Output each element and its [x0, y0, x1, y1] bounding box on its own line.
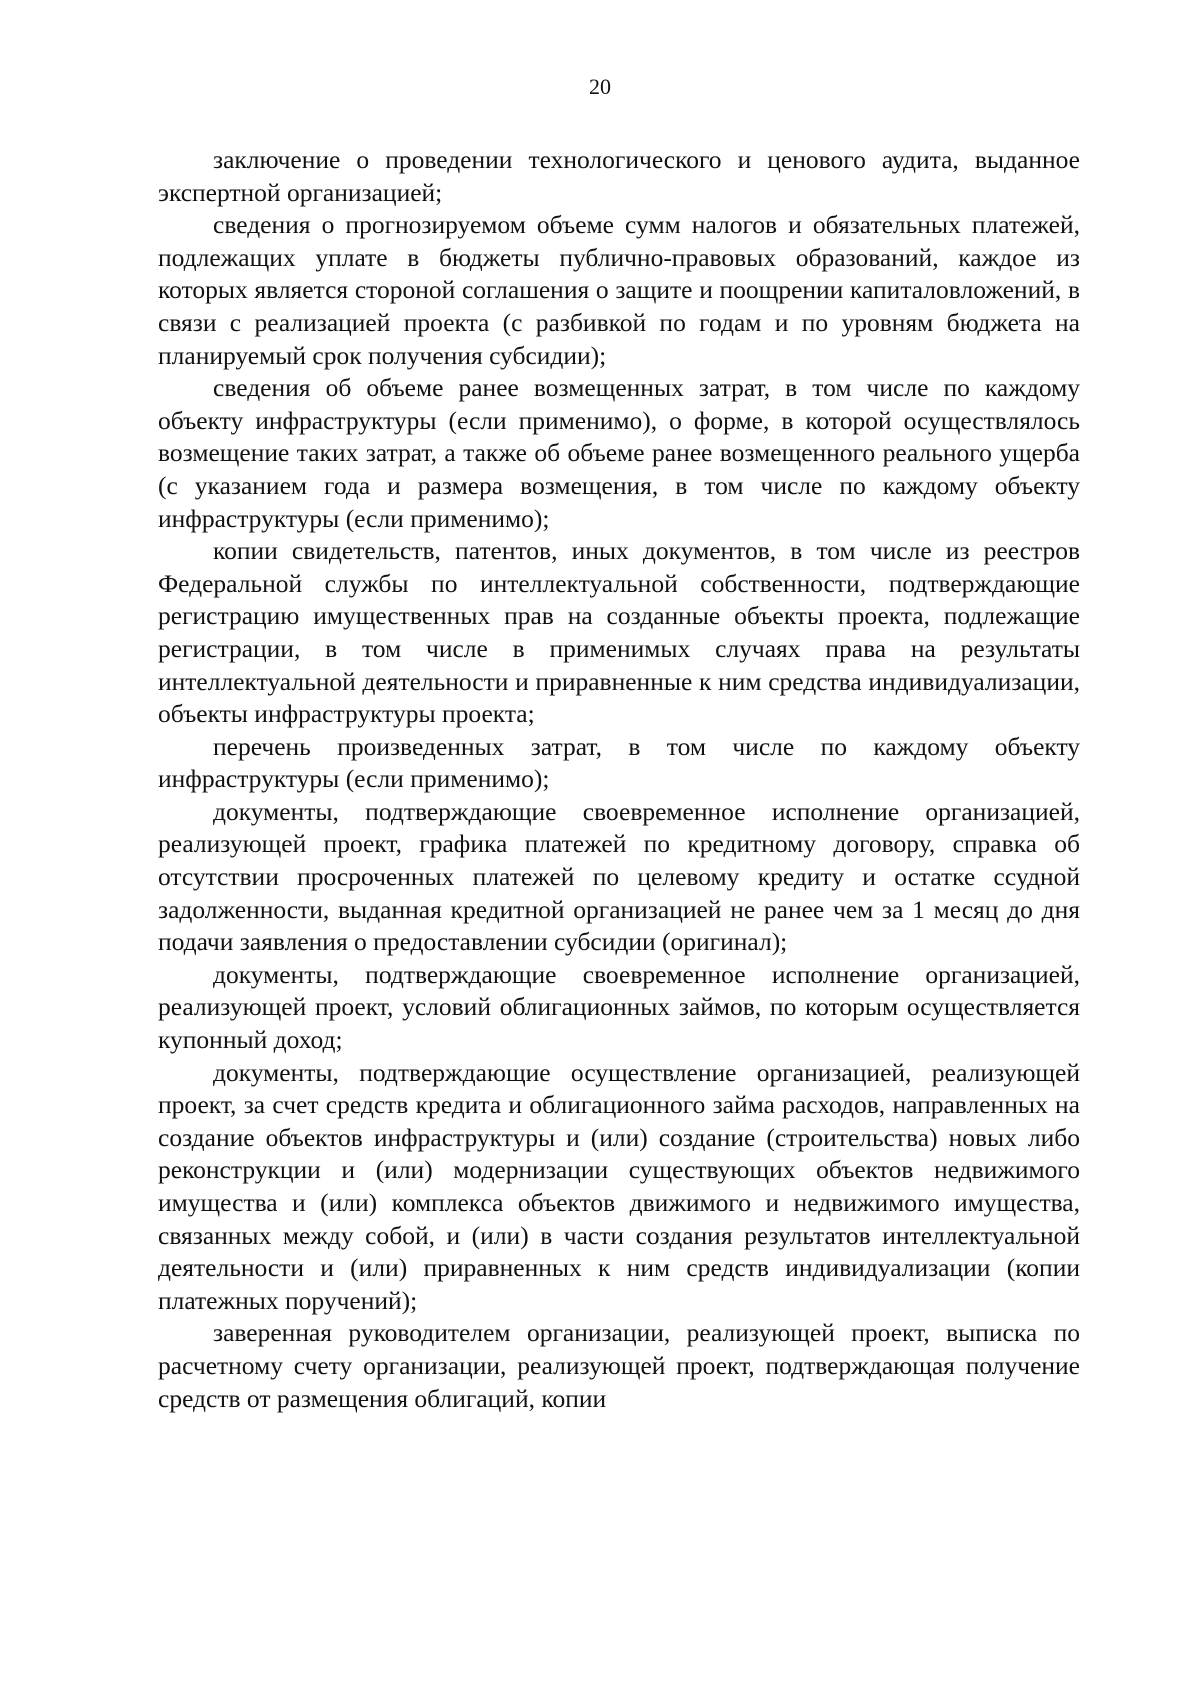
paragraph-tax-forecast: сведения о прогнозируемом объеме сумм налогов и обязательных платежей, подлежащих уплате в бюджеты публично-правовых образований, каждое из которых является стороной соглашения о защите и поощрении капиталовложений, в связи с реализацией проекта (с разбивкой по годам и по уровням бюджета на планируемый срок получения субсидии); — [158, 210, 1080, 370]
paragraph-ip-certificates: копии свидетельств, патентов, иных документов, в том числе из реестров Федеральной службы по интеллектуальной собственности, подтверждающие регистрацию имущественных прав на созданные объекты проекта, подлежащие регистрации, в том числе в применимых случаях права на результаты интеллектуальной деятельности и приравненные к ним средства индивидуализации, объекты инфраструктуры проекта; — [158, 536, 1080, 729]
document-body — [158, 144, 1080, 1415]
paragraph-audit-conclusion: заключение о проведении технологического и ценового аудита, выданное экспертной организацией; — [158, 145, 1080, 207]
paragraph-expense-docs: документы, подтверждающие осуществление организацией, реализующей проект, за счет средств кредита и облигационного займа расходов, направленных на создание объектов инфраструктуры и (или) создание (строительства) новых либо реконструкции и (или) модернизации существующих объектов недвижимого имущества и (или) комплекса объектов движимого и недвижимого имущества, связанных между собой, и (или) в части создания результатов интеллектуальной деятельности и (или) приравненных к ним средств индивидуализации (копии платежных поручений); — [158, 1057, 1080, 1315]
paragraph-bond-docs: документы, подтверждающие своевременное исполнение организацией, реализующей проект, условий облигационных займов, по которым осуществляется купонный доход; — [158, 959, 1080, 1055]
page-number: 20 — [589, 74, 611, 99]
paragraph-costs-list: перечень произведенных затрат, в том числе по каждому объекту инфраструктуры (если применимо); — [158, 731, 1080, 794]
paragraph-bank-statement: заверенная руководителем организации, реализующей проект, выписка по расчетному счету организации, реализующей проект, подтверждающая получение средств от размещения облигаций, копии — [158, 1318, 1080, 1413]
paragraph-reimbursed-costs: сведения об объеме ранее возмещенных затрат, в том числе по каждому объекту инфраструктуры (если применимо), о форме, в которой осуществлялось возмещение таких затрат, а также об объеме ранее возмещенного реального ущерба (с указанием года и размера возмещения, в том числе по каждому объекту инфраструктуры (если применимо); — [158, 373, 1080, 533]
paragraph-loan-payment-docs: документы, подтверждающие своевременное исполнение организацией, реализующей проект, графика платежей по кредитному договору, справка об отсутствии просроченных платежей по целевому кредиту и остатке ссудной задолженности, выданная кредитной организацией не ранее чем за 1 месяц до дня подачи заявления о предоставлении субсидии (оригинал); — [158, 796, 1080, 957]
